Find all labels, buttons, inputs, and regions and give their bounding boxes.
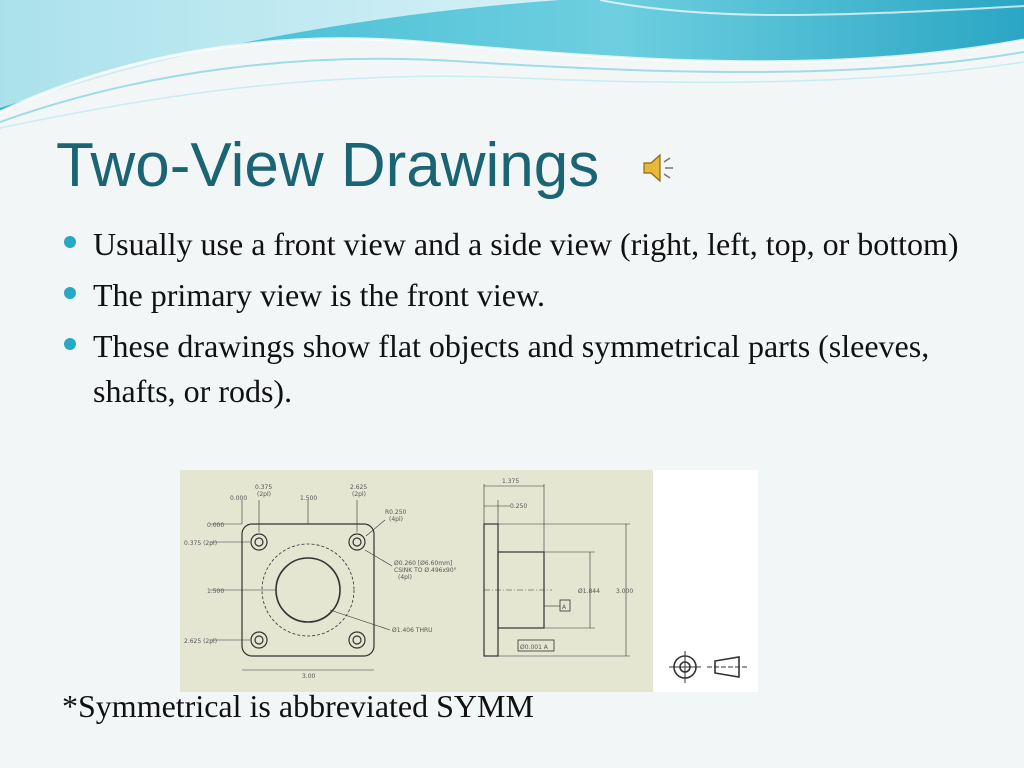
dim-label: 1.500 (207, 588, 225, 595)
dim-label: Ø1.406 THRU (392, 627, 433, 634)
dim-label: 0.250 (510, 503, 528, 510)
dim-label: 3.000 (616, 588, 634, 595)
dim-label: (4pl) (398, 574, 412, 581)
two-view-drawing-image (180, 470, 653, 692)
bullet-item (62, 324, 982, 414)
side-view-dimensions (502, 478, 633, 651)
front-view (210, 500, 392, 670)
dim-label: (2pl) (352, 491, 366, 498)
bullet-item (62, 222, 982, 267)
dim-label: A (562, 604, 567, 611)
speaker-icon[interactable] (640, 150, 676, 186)
dim-label: Ø0.001 A (520, 644, 548, 651)
dim-label: (2pl) (257, 491, 271, 498)
side-view (484, 484, 630, 656)
dim-label: 1.500 (300, 495, 318, 502)
dim-label: 0.375 (255, 484, 273, 491)
bullet-dot-icon (64, 287, 76, 299)
dim-label: 3.00 (302, 673, 316, 680)
dim-label: R0.250 (385, 509, 407, 516)
bullet-dot-icon (64, 236, 76, 248)
symmetry-symbol-icon (665, 646, 757, 688)
bullet-dot-icon (64, 338, 76, 350)
dim-label: 0.000 (230, 495, 248, 502)
header-wave-decoration (0, 0, 1024, 130)
footnote-text: *Symmetrical is abbreviated SYMM (62, 688, 534, 724)
dim-label: CSINK TO Ø.496x90° (394, 567, 457, 574)
bullet-list (62, 222, 982, 420)
bullet-item (62, 273, 982, 318)
dim-label: 2.625 (350, 484, 368, 491)
bullet-text: The primary view is the front view. (93, 277, 546, 313)
front-view-dimensions (184, 484, 457, 680)
dim-label: Ø0.260 [Ø6.60mm] (394, 560, 453, 567)
dim-label: 0.375 (2pl) (184, 540, 218, 547)
dim-label: (4pl) (389, 516, 403, 523)
bullet-text: Usually use a front view and a side view (right, left, top, or bottom) (93, 226, 959, 262)
dim-label: 0.000 (207, 522, 225, 529)
bullet-text: These drawings show flat objects and symmetrical parts (sleeves, shafts, or rods). (93, 328, 930, 409)
dim-label: 1.375 (502, 478, 520, 485)
dim-label: Ø1.844 (578, 588, 600, 595)
slide-title: Two-View Drawings (56, 131, 600, 200)
dim-label: 2.625 (2pl) (184, 638, 218, 645)
